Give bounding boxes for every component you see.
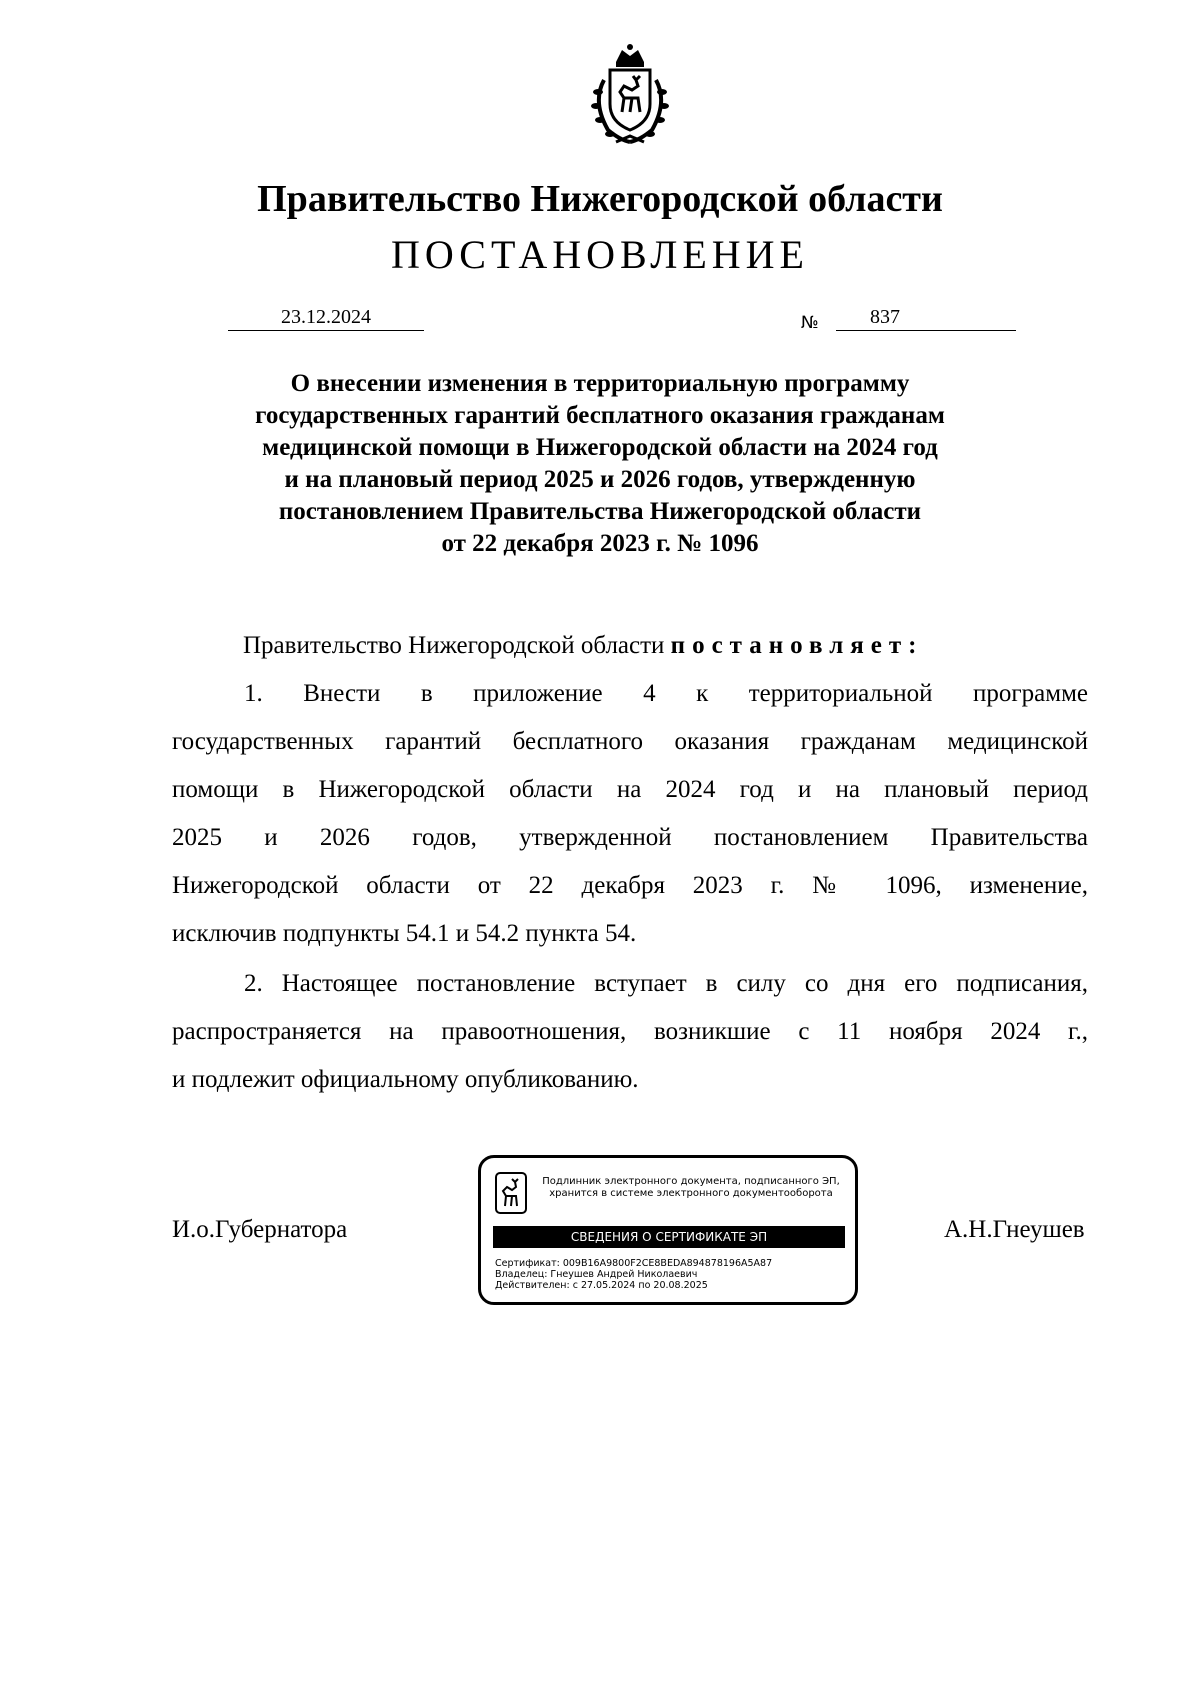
coat-of-arms-icon (576, 40, 684, 148)
subject-line: от 22 декабря 2023 г. № 1096 (441, 530, 759, 557)
number-sign: № (801, 313, 819, 333)
paragraph-line: Нижегородской области от 22 декабря 2023 г. № 1096, изменение, (172, 872, 1088, 899)
preamble (243, 630, 923, 662)
subject-line: государственных гарантий бесплатного оказания гражданам (255, 402, 945, 429)
signatory-name: А.Н.Гнеушев (944, 1216, 1085, 1243)
paragraph-line: и подлежит официальному опубликованию. (172, 1066, 639, 1093)
subject-line: О внесении изменения в территориальную программу (290, 370, 910, 397)
document-type: ПОСТАНОВЛЕНИЕ (391, 232, 809, 277)
document-number: 837 (836, 304, 1016, 331)
certificate-validity: Действителен: с 27.05.2024 по 20.08.2025 (495, 1280, 708, 1291)
paragraph-line: помощи в Нижегородской области на 2024 год и на плановый период (172, 776, 1088, 803)
stamp-title: СВЕДЕНИЯ О СЕРТИФИКАТЕ ЭП (493, 1226, 845, 1248)
paragraph-2 (172, 960, 1088, 1104)
document-subject (180, 368, 1020, 560)
paragraph-line: 1. Внести в приложение 4 к территориальной программе (244, 680, 1088, 707)
paragraph-line: 2025 и 2026 годов, утвержденной постановлением Правительства (172, 824, 1088, 851)
certificate-details (495, 1258, 772, 1291)
paragraph-line: исключив подпункты 54.1 и 54.2 пункта 54. (172, 920, 637, 947)
paragraph-line: распространяется на правоотношения, возникшие с 11 ноября 2024 г., (172, 1018, 1088, 1045)
preamble-text: Правительство Нижегородской области (243, 632, 665, 659)
subject-line: постановлением Правительства Нижегородской области (278, 498, 922, 525)
deer-emblem-icon (495, 1172, 527, 1214)
subject-line: медицинской помощи в Нижегородской области на 2024 год (262, 434, 938, 461)
subject-line: и на плановый период 2025 и 2026 годов, утвержденную (284, 466, 916, 493)
government-name: Правительство Нижегородской области (257, 178, 943, 220)
signatory-role: И.о.Губернатора (172, 1216, 348, 1243)
paragraph-1 (172, 670, 1088, 958)
certificate-owner: Владелец: Гнеушев Андрей Николаевич (495, 1269, 698, 1280)
certificate-id: Сертификат: 009B16A9800F2CE8BEDA894878196A5A87 (495, 1258, 773, 1269)
stamp-notice-line: Подлинник электронного документа, подписанного ЭП, (542, 1176, 840, 1187)
stamp-notice-line: хранится в системе электронного документооборота (549, 1188, 833, 1199)
electronic-signature-stamp (478, 1155, 858, 1305)
document-date: 23.12.2024 (228, 304, 424, 331)
paragraph-line: 2. Настоящее постановление вступает в силу со дня его подписания, (244, 970, 1088, 997)
preamble-resolves: постановляет: (670, 632, 924, 659)
stamp-notice (531, 1176, 851, 1200)
paragraph-line: государственных гарантий бесплатного оказания гражданам медицинской (172, 728, 1088, 755)
